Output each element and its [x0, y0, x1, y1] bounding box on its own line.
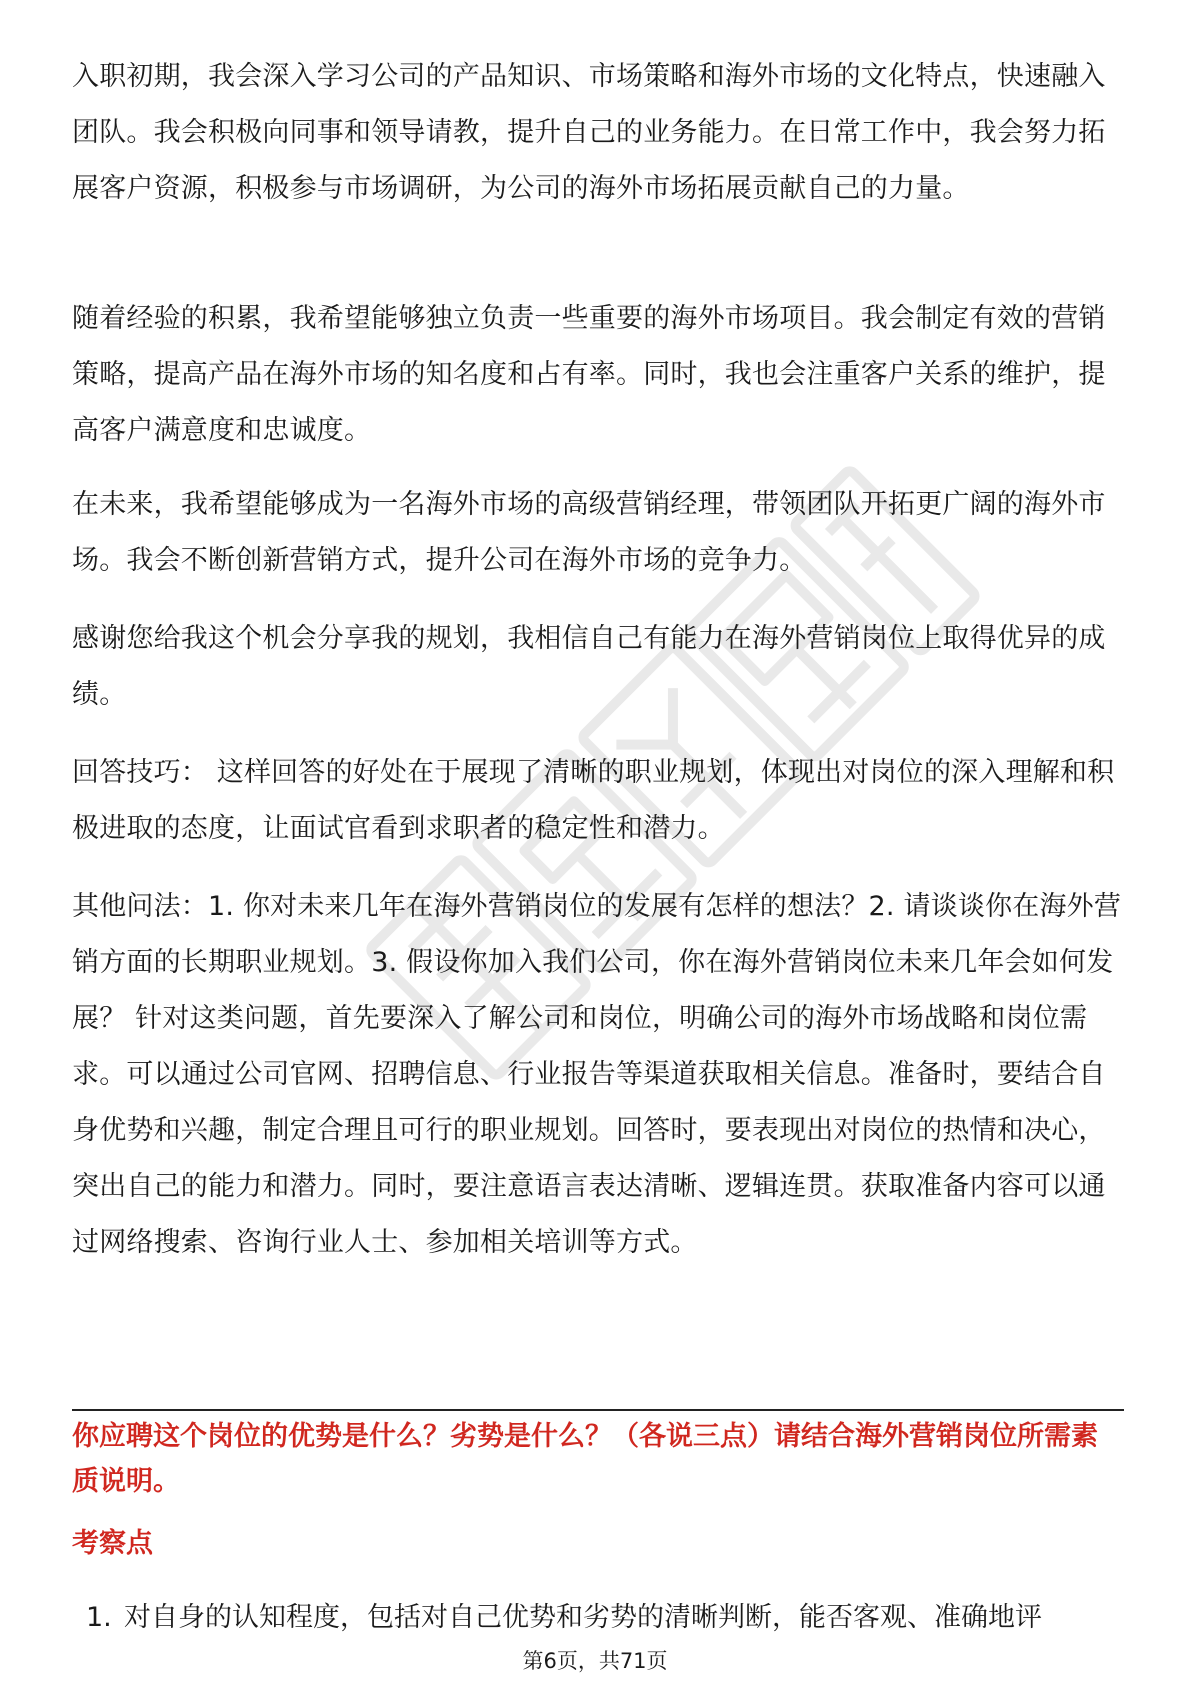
- list-item: [86, 1598, 1126, 1638]
- section-heading: 考察点: [72, 1528, 153, 1559]
- answer-tips-paragraph: 回答技巧： 这样回答的好处在于展现了清晰的职业规划，体现出对岗位的深入理解和积极进取的态度，让面试官看到求职者的稳定性和潜力。: [72, 757, 1115, 844]
- page-footer: 第6页，共71页: [522, 1649, 668, 1673]
- paragraph-2: 随着经验的积累，我希望能够独立负责一些重要的海外市场项目。我会制定有效的营销策略，提高产品在海外市场的知名度和占有率。同时，我也会注重客户关系的维护，提高客户满意度和忠诚度。: [72, 303, 1106, 446]
- other-questions-paragraph: 其他问法：1. 你对未来几年在海外营销岗位的发展有怎样的想法？2. 请谈谈你在海外营销方面的长期职业规划。3. 假设你加入我们公司，你在海外营销岗位未来几年会如何发展？ 针对这类问题，首先要深入了解公司和岗位，明确公司的海外市场战略和岗位需求。可以通过公司官网、招聘信息、行业报告等渠道获取相关信息。准备时，要结合自身优势和兴趣，制定合理且可行的职业规划。回答时，要表现出对岗位的热情和决心，突出自己的能力和潜力。同时，要注意语言表达清晰、逻辑连贯。获取准备内容可以通过网络搜索、咨询行业人士、参加相关培训等方式。: [72, 891, 1122, 1258]
- paragraph-3: 在未来，我希望能够成为一名海外市场的高级营销经理，带领团队开拓更广阔的海外市场。我会不断创新营销方式，提升公司在海外市场的竞争力。: [72, 489, 1106, 576]
- paragraph-1: 入职初期，我会深入学习公司的产品知识、市场策略和海外市场的文化特点，快速融入团队。我会积极向同事和领导请教，提升自己的业务能力。在日常工作中，我会努力拓展客户资源，积极参与市场调研，为公司的海外市场拓展贡献自己的力量。: [72, 61, 1106, 204]
- paragraph-4: 感谢您给我这个机会分享我的规划，我相信自己有能力在海外营销岗位上取得优异的成绩。: [72, 623, 1106, 710]
- list-item-number: 1.: [86, 1602, 112, 1633]
- list-item-text: 对自身的认知程度，包括对自己优势和劣势的清晰判断，能否客观、准确地评: [124, 1602, 1042, 1633]
- section-divider: [72, 1409, 1124, 1411]
- question-heading: 你应聘这个岗位的优势是什么？劣势是什么？（各说三点）请结合海外营销岗位所需素质说明。: [72, 1421, 1098, 1497]
